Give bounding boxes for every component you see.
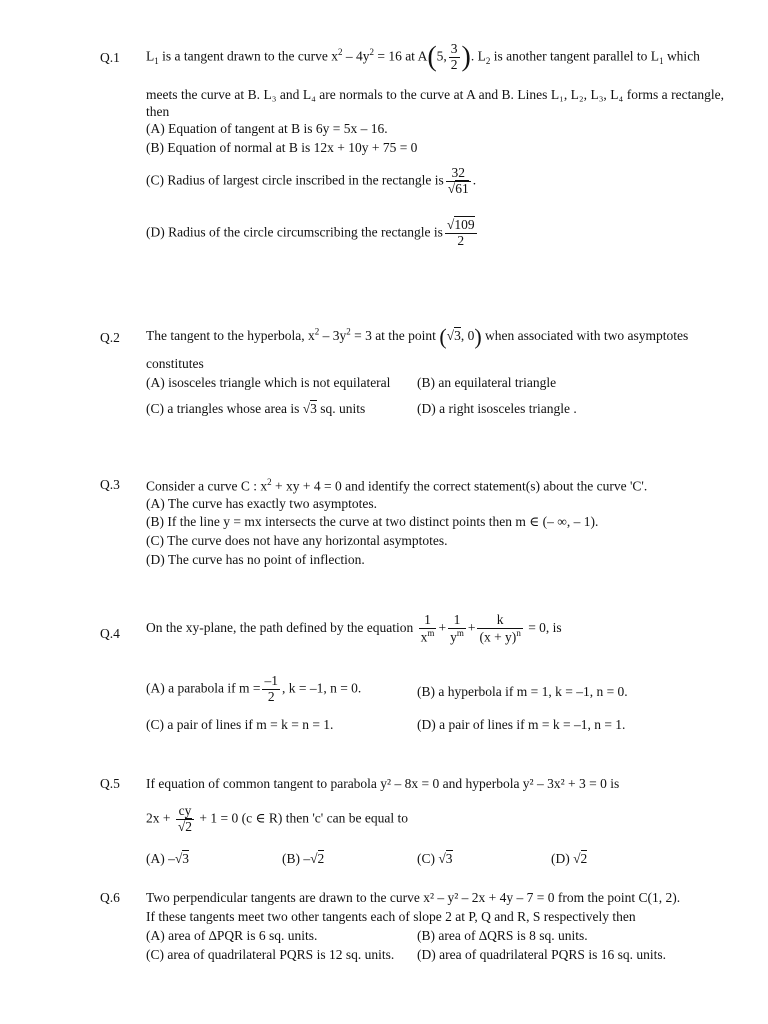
option-d: (D) The curve has no point of inflection. [146,552,365,567]
question-number: Q.3 [100,477,120,492]
option-d: (D) a pair of lines if m = k = –1, n = 1. [417,717,626,732]
question-stem: If equation of common tangent to parabola y² – 8x = 0 and hyperbola y² – 3x² + 3 = 0 is [146,776,620,791]
question-stem-cont: constitutes [146,356,204,371]
question-number: Q.6 [100,890,120,905]
question-stem-cont: If these tangents meet two other tangents each of slope 2 at P, Q and R, S respectively then [146,909,636,924]
option-d: (D) a right isosceles triangle . [417,401,577,416]
question-number: Q.1 [100,50,120,65]
option-c: (C) area of quadrilateral PQRS is 12 sq. units. [146,947,395,962]
option-a: (A) area of ∆PQR is 6 sq. units. [146,928,318,943]
option-b: (B) If the line y = mx intersects the curve at two distinct points then m ∈ (– ∞, – 1). [146,514,599,529]
question-number: Q.4 [100,626,120,641]
option-a: (A) isosceles triangle which is not equilateral [146,375,391,390]
option-c: (C) √3 [417,851,453,866]
option-d: (D) area of quadrilateral PQRS is 16 sq. units. [417,947,666,962]
question-stem: $L_1$ is a tangent drawn to the curve $x^2 - 4y^2 = 16$ at A(5, $\frac{3}{2}$ ). $L_2$ is another tangent parallel to $L_1$ which [146,41,700,73]
option-c: (C) a pair of lines if m = k = n = 1. [146,717,334,732]
question-stem: Two perpendicular tangents are drawn to the curve x² – y² – 2x + 4y – 7 = 0 from the point C(1, 2). [146,890,681,905]
option-b: (B) –√2 [282,851,325,866]
option-b: (B) area of ∆QRS is 8 sq. units. [417,928,588,943]
option-d: (D) √2 [551,851,588,866]
question-number: Q.2 [100,330,120,345]
option-b: (B) an equilateral triangle [417,375,557,390]
question-stem-cont: 2x + $\frac{cy}{√2}$ + 1 = 0 (c ∈ R) then 'c' can be equal to [146,803,408,834]
option-a: (A) –√3 [146,851,190,866]
question-stem: Consider a curve C : $x^2$ + xy + 4 = 0 and identify the correct statement(s) about the curve 'C'. [146,477,648,494]
option-c: (C) Radius of largest circle inscribed in the rectangle is $\frac{32}{√61}$ . [146,165,477,196]
question-stem-cont: meets the curve at B. L₃ and L₄ are normals to the curve at A and B. Lines L₁, L₂, L₃, L₄ forms a rectangle, then [146,87,724,119]
option-c: (C) The curve does not have any horizontal asymptotes. [146,533,448,548]
question-number: Q.5 [100,776,120,791]
question-stem: On the xy-plane, the path defined by the equation $\frac{1}{x^m}$ + $\frac{1}{y^m}$ + $\frac{k}{(x + y)^n}$ = 0, is [146,612,562,645]
option-a: (A) Equation of tangent at B is 6y = 5x – 16. [146,121,388,136]
option-b: (B) a hyperbola if m = 1, k = –1, n = 0. [417,684,628,699]
option-c: (C) a triangles whose area is √3 sq. units [146,401,366,416]
option-a: (A) The curve has exactly two asymptotes. [146,496,378,511]
option-b: (B) Equation of normal at B is 12x + 10y + 75 = 0 [146,140,418,155]
option-d: (D) Radius of the circle circumscribing the rectangle is $\frac{√109}{2}$ [146,217,475,248]
option-a: (A) a parabola if m = $\frac{-1}{2}$ , k = –1, n = 0. [146,673,362,704]
question-stem: The tangent to the hyperbola, $x^2 - 3y^2 = 3$ at the point (√3, 0) when associated with two asymptotes [146,324,689,349]
